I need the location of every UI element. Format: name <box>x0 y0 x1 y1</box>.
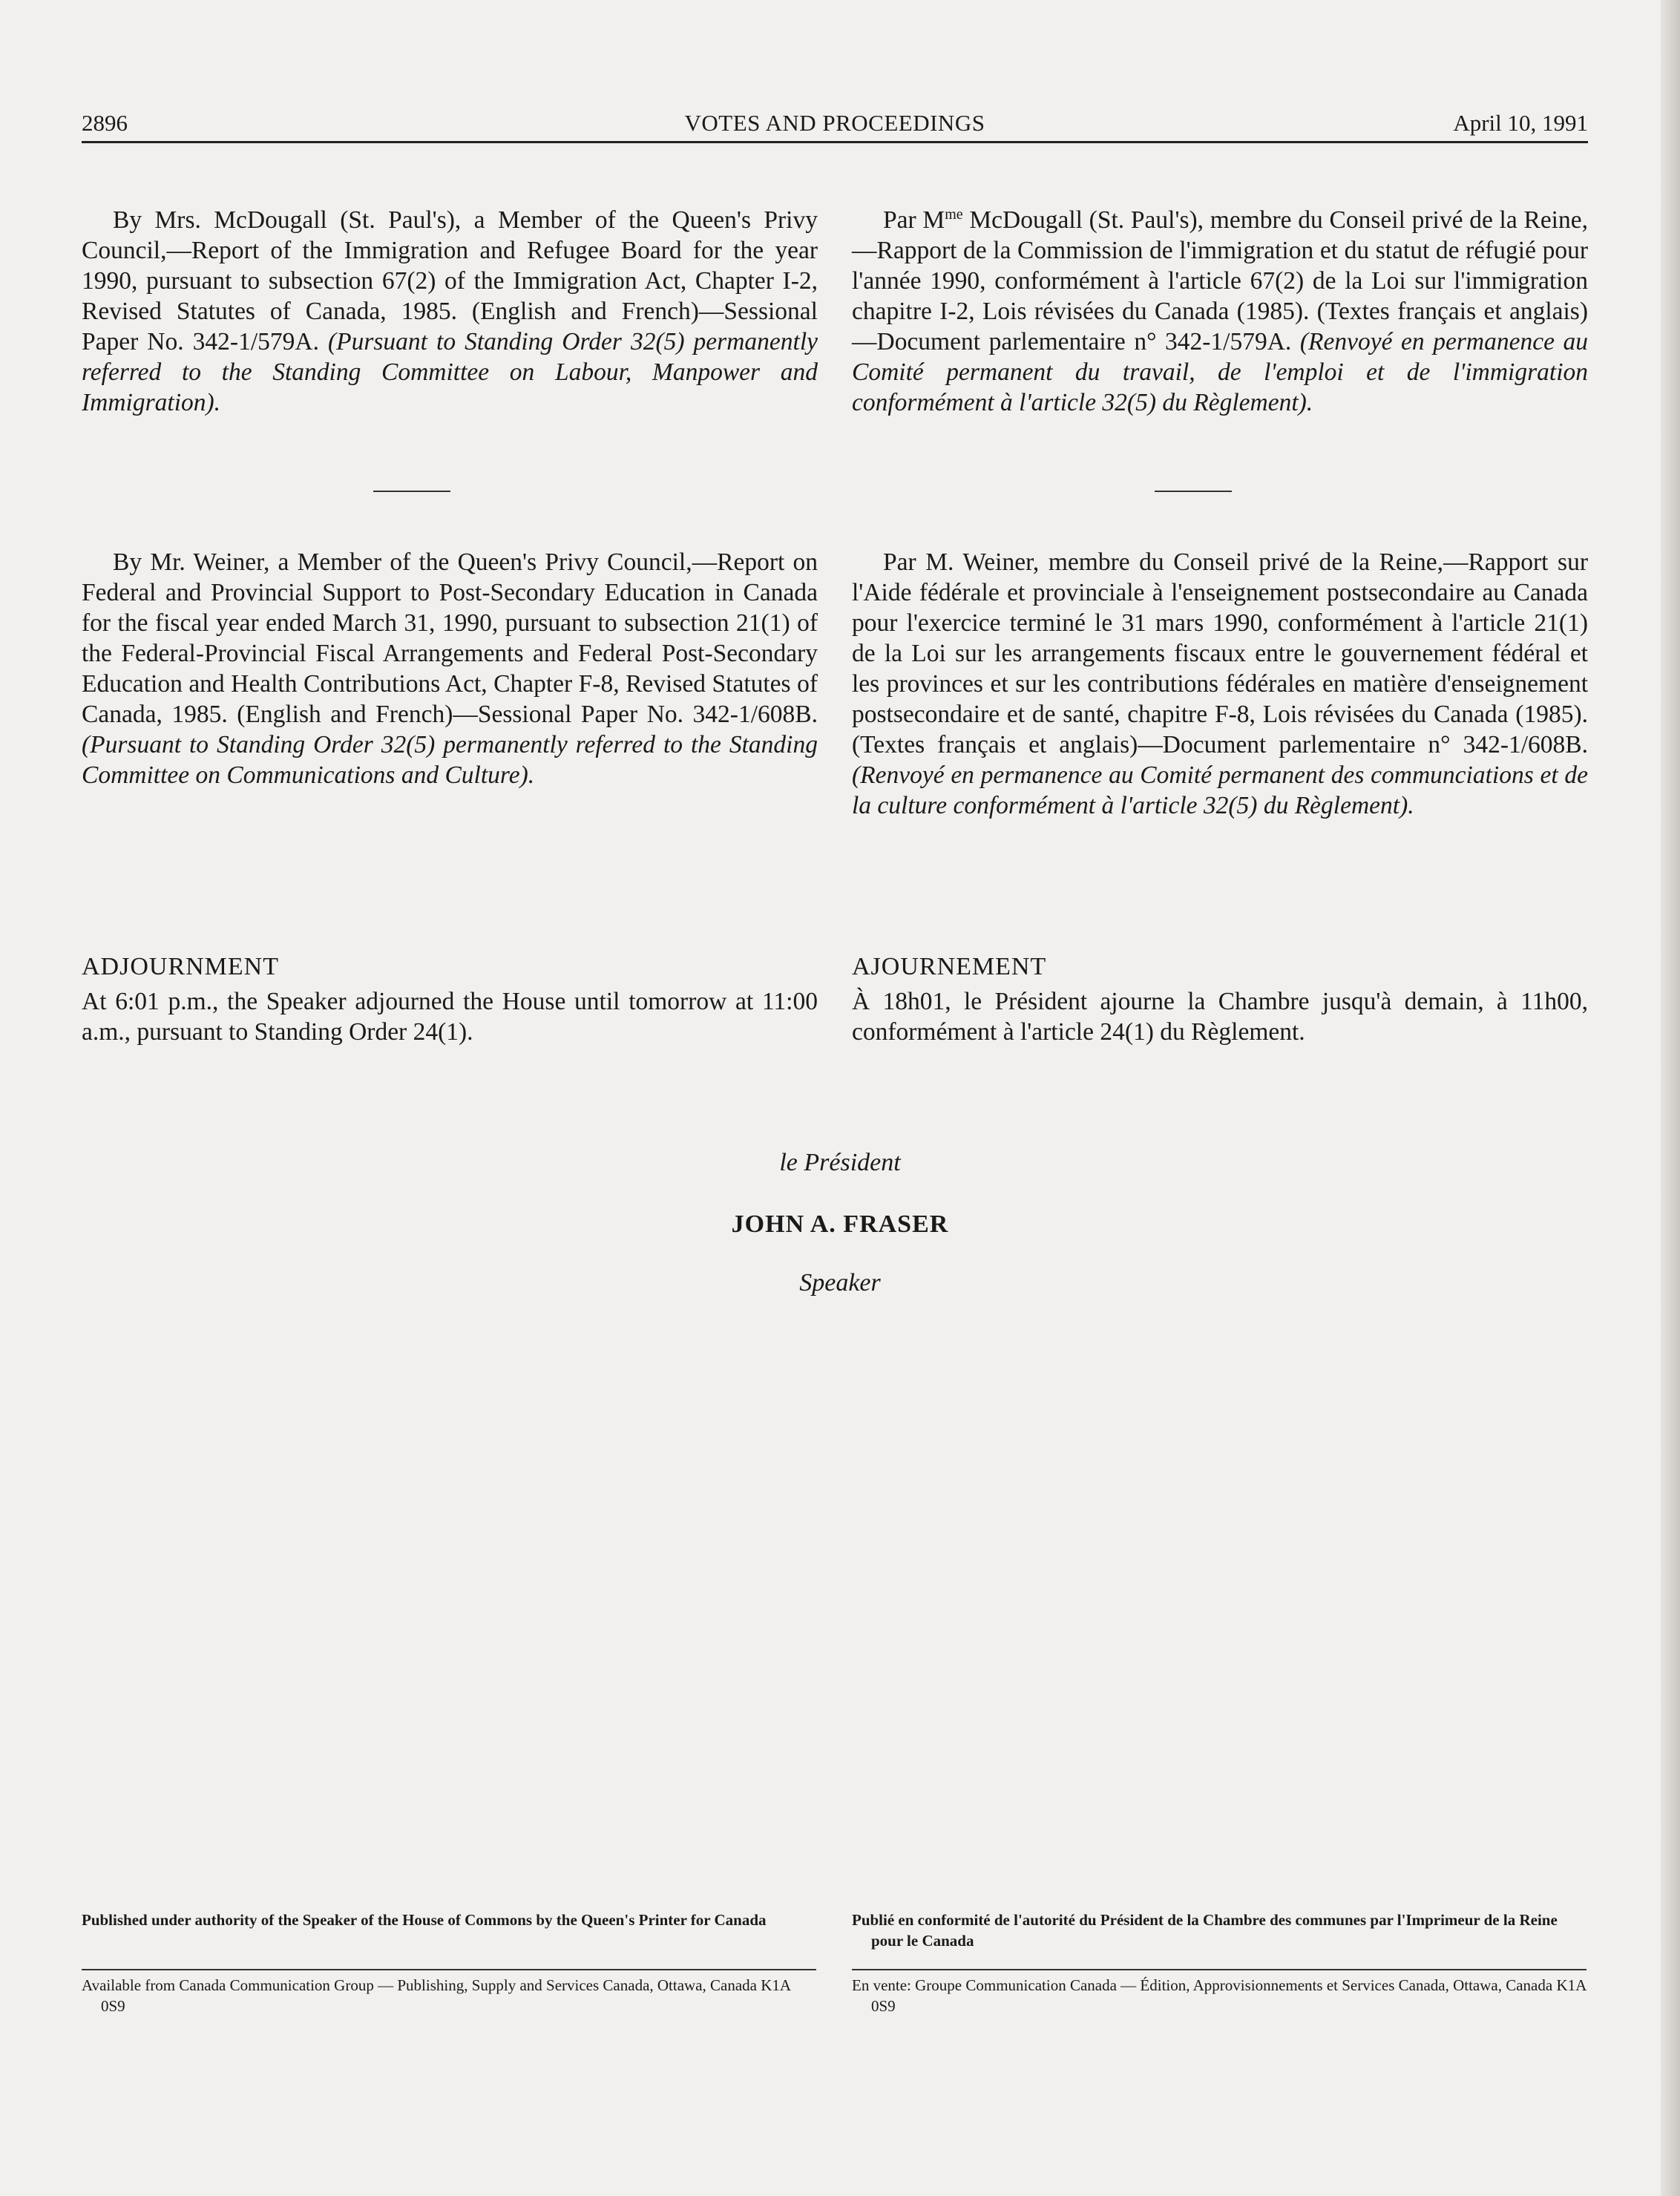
paragraph-text: McDougall (St. Paul's), membre du Conseil privé de la Reine,—Rapport de la Commission de l'immigration et du statut de réfugié pour l'année 1990, conformément à l'article 67(2) de la Loi sur l'immigration chapitre I-2, Lois révisées du Canada (1985). (Textes français et anglais)—Document parlementaire n° 342-1/579A. <box>852 206 1588 355</box>
english-paragraph-mcdougall <box>82 205 818 418</box>
superscript-me: me <box>945 206 963 223</box>
signature-name: JOHN A. FRASER <box>731 1210 949 1238</box>
adjournment-text: À 18h01, le Président ajourne la Chambre jusqu'à demain, à 11h00, conformément à l'article 24(1) du Règlement. <box>852 988 1588 1046</box>
adjournment-text: At 6:01 p.m., the Speaker adjourned the House until tomorrow at 11:00 a.m., pursuant to Standing Order 24(1). <box>82 988 818 1046</box>
page-edge-shadow <box>1661 0 1680 2196</box>
paragraph-referral: (Pursuant to Standing Order 32(5) permanently referred to the Standing Committee on Communications and Culture). <box>82 731 818 789</box>
paragraph-referral: (Renvoyé en permanence au Comité permanent du travail, de l'emploi et de l'immigration conformément à l'article 32(5) du Règlement). <box>852 328 1589 416</box>
footer-published-fr <box>852 1910 1587 1951</box>
paragraph-text: By Mrs. McDougall (St. Paul's), a Member of the Queen's Privy Council,—Report of the Immigration and Refugee Board for the year 1990, pursuant to subsection 67(2) of the Immigration Act, Chapter I-2, Revised Statutes of Canada, 1985. (English and French)—Sessional Paper No. 342-1/579A. <box>82 206 818 355</box>
paragraph-referral: (Pursuant to Standing Order 32(5) permanently referred to the Standing Committee on Labour, Manpower and Immigration). <box>82 328 818 416</box>
english-paragraph-weiner <box>82 547 818 790</box>
publication-title: VOTES AND PROCEEDINGS <box>684 110 985 136</box>
signature-title-en: Speaker <box>799 1269 881 1297</box>
french-paragraph-weiner <box>852 547 1588 821</box>
footer-available-text: En vente: Groupe Communication Canada — Édition, Approvisionnements et Services Canada, Ottawa, Canada K1A 0S9 <box>852 1976 1587 2015</box>
footer-divider <box>82 1969 816 1970</box>
french-adjournment <box>852 953 1588 1047</box>
footer-divider <box>852 1969 1587 1970</box>
footer-available-en <box>82 1975 816 2016</box>
page-number: 2896 <box>82 110 128 136</box>
adjournment-heading: AJOURNEMENT <box>852 953 1047 980</box>
section-divider <box>373 491 450 492</box>
section-divider <box>1155 491 1232 492</box>
issue-date: April 10, 1991 <box>1453 110 1588 136</box>
english-adjournment <box>82 953 818 1047</box>
paragraph-text: Par M. Weiner, membre du Conseil privé de la Reine,—Rapport sur l'Aide fédérale et provinciale à l'enseignement postsecondaire au Canada pour l'exercice terminé le 31 mars 1990, conformément à l'article 21(1) de la Loi sur les arrangements fiscaux entre le gouvernement fédéral et les provinces et sur les contributions fédérales en matière d'enseignement postsecondaire et de santé, chapitre F-8, Lois révisées du Canada (1985). (Textes français et anglais)—Document parlementaire n° 342-1/608B. <box>852 548 1588 758</box>
footer-available-text: Available from Canada Communication Group — Publishing, Supply and Services Canada, Ottawa, Canada K1A 0S9 <box>82 1976 790 2015</box>
signature-title-fr: le Président <box>779 1149 901 1176</box>
running-header <box>82 105 1588 143</box>
adjournment-heading: ADJOURNMENT <box>82 953 279 980</box>
footer-published-text: Published under authority of the Speaker of the House of Commons by the Queen's Printer for Canada <box>82 1911 767 1929</box>
paragraph-referral: (Renvoyé en permanence au Comité permanent des communciations et de la culture conformément à l'article 32(5) du Règlement). <box>852 761 1588 819</box>
footer-published-en <box>82 1910 816 1930</box>
paragraph-text: By Mr. Weiner, a Member of the Queen's Privy Council,—Report on Federal and Provincial Support to Post-Secondary Education in Canada for the fiscal year ended March 31, 1990, pursuant to subsection 21(1) of the Federal-Provincial Fiscal Arrangements and Federal Post-Secondary Education and Health Contributions Act, Chapter F-8, Revised Statutes of Canada, 1985. (English and French)—Sessional Paper No. 342-1/608B. <box>82 548 818 728</box>
french-paragraph-mcdougall <box>852 205 1588 418</box>
footer-published-text: Publié en conformité de l'autorité du Président de la Chambre des communes par l'Imprimeur de la Reine pour le Canada <box>852 1911 1558 1950</box>
footer-available-fr <box>852 1975 1587 2016</box>
paragraph-prefix: Par M <box>883 206 945 234</box>
